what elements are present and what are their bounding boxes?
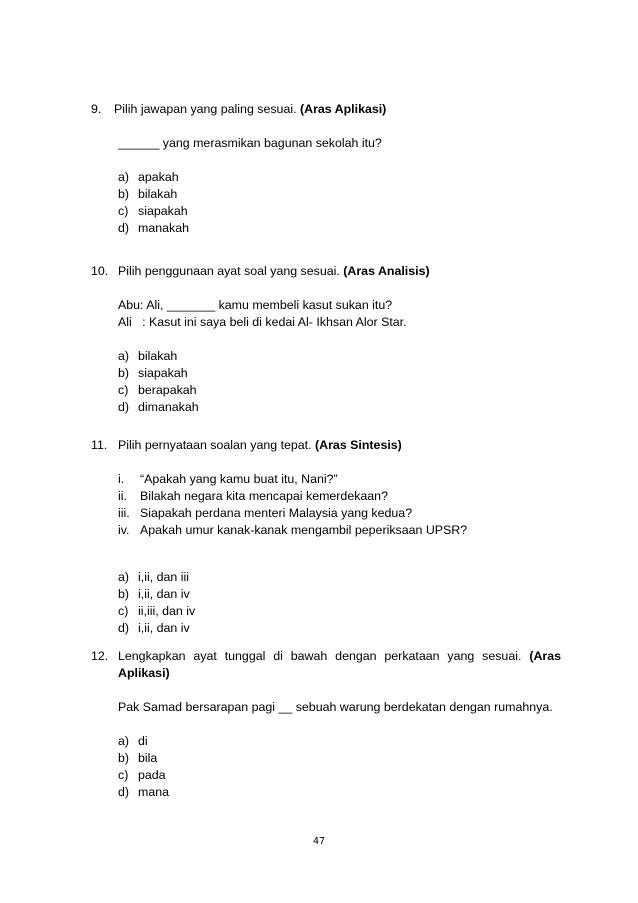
statement-label: ii. [118,489,127,503]
dialogue [118,297,561,331]
option-text: apakah [138,170,179,184]
statement-label: iv. [118,523,130,537]
question-12 [91,648,561,801]
option-text: berapakah [138,383,197,397]
page-number: 47 [312,836,326,847]
prompt-text: Pilih penggunaan ayat soal yang sesuai. [118,264,340,278]
answer-option [118,348,561,365]
option-text: bilakah [138,187,178,201]
option-text: di [138,734,148,748]
statement-item [118,522,561,539]
question-sentence [118,699,561,716]
answer-options [118,569,561,637]
option-text: bila [138,751,158,765]
question-stem [91,101,561,118]
option-letter: a) [118,349,130,363]
question-stem [91,437,561,454]
cognitive-level: (Aras Aplikasi) [300,102,387,116]
question-number: 12. [91,649,109,663]
answer-option [118,733,561,750]
statement-label: iii. [118,506,130,520]
option-text: i,ii, dan iv [138,621,190,635]
question-10 [91,263,561,416]
answer-option [118,750,561,767]
statement-text: Siapakah perdana menteri Malaysia yang kedua? [140,506,413,520]
question-9 [91,101,561,237]
statement-text: Bilakah negara kita mencapai kemerdekaan? [140,489,388,503]
question-stem [91,648,561,682]
option-letter: c) [118,204,129,218]
option-letter: c) [118,768,129,782]
answer-options [118,169,561,237]
prompt-text: Pilih pernyataan soalan yang tepat. [118,438,312,452]
option-text: ii,iii, dan iv [138,604,196,618]
prompt-text: Pilih jawapan yang paling sesuai. [114,102,297,116]
option-letter: a) [118,570,130,584]
sentence-text: ______ yang merasmikan bagunan sekolah itu? [118,136,382,150]
answer-option [118,169,561,186]
answer-option [118,220,561,237]
question-prompt [118,437,561,454]
question-sentence [118,135,561,152]
option-text: i,ii, dan iii [138,570,189,584]
dialogue-line: Abu: Ali, _______ kamu membeli kasut sukan itu? [118,298,393,312]
option-text: i,ii, dan iv [138,587,190,601]
option-text: dimanakah [138,400,199,414]
answer-options [118,348,561,416]
answer-option [118,784,561,801]
option-text: siapakah [138,366,188,380]
question-prompt [118,263,561,280]
statement-item [118,505,561,522]
option-letter: b) [118,187,130,201]
answer-option [118,203,561,220]
sentence-text: Pak Samad bersarapan pagi __ sebuah warung berdekatan dengan rumahnya. [118,700,553,714]
statement-text: “Apakah yang kamu buat itu, Nani?” [140,472,338,486]
question-number: 9. [91,102,102,116]
question-number: 11. [91,438,108,452]
statement-item [118,471,561,488]
question-prompt [114,101,561,118]
question-number: 10. [91,264,109,278]
option-text: bilakah [138,349,178,363]
answer-option [118,767,561,784]
answer-option [118,399,561,416]
answer-option [118,603,561,620]
option-letter: b) [118,587,130,601]
option-letter: b) [118,751,130,765]
option-letter: c) [118,604,129,618]
answer-option [118,586,561,603]
question-11 [91,437,561,637]
prompt-text: Lengkapkan ayat tunggal di bawah dengan perkataan yang sesuai. [118,649,522,663]
answer-option [118,186,561,203]
option-letter: b) [118,366,130,380]
question-prompt [118,648,561,682]
statement-list [118,471,561,539]
cognitive-level: (Aras Analisis) [343,264,430,278]
option-text: pada [138,768,166,782]
option-text: siapakah [138,204,188,218]
answer-option [118,620,561,637]
option-text: mana [138,785,169,799]
dialogue-line: Ali : Kasut ini saya beli di kedai Al- Ikhsan Alor Star. [118,315,407,329]
option-text: manakah [138,221,189,235]
statement-text: Apakah umur kanak-kanak mengambil peperiksaan UPSR? [140,523,468,537]
option-letter: c) [118,383,129,397]
statement-label: i. [118,472,125,486]
option-letter: d) [118,221,130,235]
cognitive-level: (Aras Aplikasi) [118,649,561,680]
answer-option [118,569,561,586]
answer-option [118,365,561,382]
answer-option [118,382,561,399]
option-letter: a) [118,734,130,748]
cognitive-level: (Aras Sintesis) [315,438,402,452]
option-letter: d) [118,400,130,414]
option-letter: a) [118,170,130,184]
option-letter: d) [118,785,130,799]
question-stem [91,263,561,280]
option-letter: d) [118,621,130,635]
answer-options [118,733,561,801]
statement-item [118,488,561,505]
